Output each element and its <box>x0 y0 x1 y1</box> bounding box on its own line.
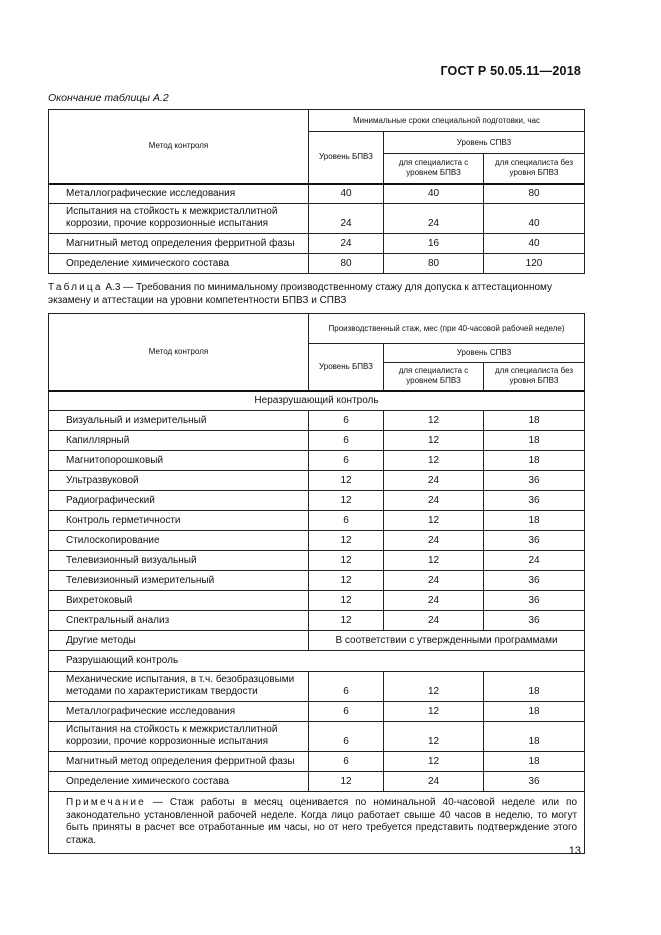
value-cell: 6 <box>309 722 384 752</box>
value-cell: 40 <box>309 184 384 204</box>
value-cell: 12 <box>384 451 484 471</box>
value-cell: 24 <box>384 471 484 491</box>
table-row <box>49 631 585 651</box>
table-a3 <box>48 313 585 854</box>
other-methods-value: В соответствии с утвержденными программами <box>309 631 585 651</box>
value-cell: 6 <box>309 431 384 451</box>
table-a2-header-group: Минимальные сроки специальной подготовки, час <box>309 110 585 132</box>
table-row <box>49 451 585 471</box>
table-row <box>49 772 585 792</box>
method-cell: Спектральный анализ <box>49 611 309 631</box>
value-cell: 36 <box>484 471 585 491</box>
value-cell: 80 <box>384 254 484 274</box>
value-cell: 12 <box>384 511 484 531</box>
table-row <box>49 591 585 611</box>
table-a3-header-spvz: Уровень СПВЗ <box>384 344 585 363</box>
method-cell: Ультразвуковой <box>49 471 309 491</box>
value-cell: 24 <box>384 491 484 511</box>
method-cell: Магнитопорошковый <box>49 451 309 471</box>
table-a2-header-spvz-without: для специалиста без уровня БПВЗ <box>484 154 585 184</box>
value-cell: 36 <box>484 491 585 511</box>
value-cell: 16 <box>384 234 484 254</box>
table-a3-header-group: Производственный стаж, мес (при 40-часовой рабочей неделе) <box>309 314 585 344</box>
value-cell: 6 <box>309 752 384 772</box>
table-row <box>49 702 585 722</box>
table-row <box>49 254 585 274</box>
value-cell: 6 <box>309 451 384 471</box>
value-cell: 24 <box>384 571 484 591</box>
table-a2-caption: Окончание таблицы А.2 <box>48 92 169 104</box>
value-cell: 24 <box>384 591 484 611</box>
table-a3-note <box>49 792 585 854</box>
table-row <box>49 184 585 204</box>
table-a3-header-spvz-with: для специалиста с уровнем БПВЗ <box>384 363 484 391</box>
table-row <box>49 411 585 431</box>
method-cell: Визуальный и измерительный <box>49 411 309 431</box>
table-row <box>49 722 585 752</box>
note-row <box>49 792 585 854</box>
table-a2-header-bpvz: Уровень БПВЗ <box>309 132 384 184</box>
value-cell: 12 <box>309 772 384 792</box>
value-cell: 36 <box>484 611 585 631</box>
value-cell: 12 <box>309 471 384 491</box>
table-row <box>49 471 585 491</box>
value-cell: 80 <box>484 184 585 204</box>
value-cell: 12 <box>309 491 384 511</box>
note-label: Примечание <box>66 797 146 808</box>
table-a2-header-spvz-with: для специалиста с уровнем БПВЗ <box>384 154 484 184</box>
table-a3-header-method: Метод контроля <box>49 314 309 391</box>
standard-designation: ГОСТ Р 50.05.11—2018 <box>440 64 581 78</box>
value-cell: 12 <box>384 722 484 752</box>
value-cell: 120 <box>484 254 585 274</box>
value-cell: 80 <box>309 254 384 274</box>
section-row <box>49 651 585 672</box>
section-row <box>49 391 585 411</box>
value-cell: 6 <box>309 411 384 431</box>
method-cell: Определение химического состава <box>49 254 309 274</box>
value-cell: 24 <box>309 234 384 254</box>
method-cell: Вихретоковый <box>49 591 309 611</box>
value-cell: 12 <box>309 591 384 611</box>
method-cell: Контроль герметичности <box>49 511 309 531</box>
value-cell: 40 <box>484 234 585 254</box>
value-cell: 12 <box>309 551 384 571</box>
value-cell: 12 <box>309 571 384 591</box>
value-cell: 40 <box>384 184 484 204</box>
method-cell: Металлографические исследования <box>49 184 309 204</box>
value-cell: 18 <box>484 411 585 431</box>
value-cell: 24 <box>309 204 384 234</box>
table-a3-header-bpvz: Уровень БПВЗ <box>309 344 384 391</box>
value-cell: 12 <box>384 702 484 722</box>
value-cell: 12 <box>384 551 484 571</box>
table-row <box>49 611 585 631</box>
value-cell: 24 <box>384 611 484 631</box>
table-a2-header-method: Метод контроля <box>49 110 309 184</box>
table-row <box>49 491 585 511</box>
method-cell: Испытания на стойкость к межкристаллитной коррозии, прочие коррозионные испытания <box>49 204 309 234</box>
table-a2 <box>48 109 585 274</box>
method-cell: Металлографические исследования <box>49 702 309 722</box>
value-cell: 36 <box>484 772 585 792</box>
value-cell: 36 <box>484 591 585 611</box>
value-cell: 12 <box>384 672 484 702</box>
method-cell: Определение химического состава <box>49 772 309 792</box>
value-cell: 18 <box>484 752 585 772</box>
table-row <box>49 204 585 234</box>
table-a3-caption <box>48 281 583 307</box>
table-row <box>49 571 585 591</box>
value-cell: 36 <box>484 571 585 591</box>
table-a3-caption-label: Таблица <box>48 282 103 293</box>
method-cell: Магнитный метод определения ферритной фазы <box>49 752 309 772</box>
value-cell: 24 <box>384 772 484 792</box>
value-cell: 6 <box>309 672 384 702</box>
table-row <box>49 752 585 772</box>
value-cell: 6 <box>309 511 384 531</box>
table-a2-header-spvz: Уровень СПВЗ <box>384 132 585 154</box>
table-a3-caption-text: А.3 — Требования по минимальному производственному стажу для допуска к аттестационному экзамену и аттестации на уровни компетентности БПВЗ и СПВЗ <box>48 282 553 306</box>
value-cell: 6 <box>309 702 384 722</box>
value-cell: 24 <box>384 204 484 234</box>
table-row <box>49 551 585 571</box>
table-a3-header-spvz-without: для специалиста без уровня БПВЗ <box>484 363 585 391</box>
value-cell: 12 <box>309 611 384 631</box>
section-dt-label: Разрушающий контроль <box>49 651 585 672</box>
value-cell: 12 <box>309 531 384 551</box>
method-cell: Стилоскопирование <box>49 531 309 551</box>
table-row <box>49 511 585 531</box>
value-cell: 24 <box>384 531 484 551</box>
table-row <box>49 431 585 451</box>
method-cell: Другие методы <box>49 631 309 651</box>
value-cell: 18 <box>484 672 585 702</box>
table-row <box>49 531 585 551</box>
table-row <box>49 672 585 702</box>
value-cell: 18 <box>484 702 585 722</box>
value-cell: 24 <box>484 551 585 571</box>
method-cell: Капиллярный <box>49 431 309 451</box>
method-cell: Магнитный метод определения ферритной фазы <box>49 234 309 254</box>
method-cell: Радиографический <box>49 491 309 511</box>
value-cell: 18 <box>484 451 585 471</box>
table-row <box>49 234 585 254</box>
page-number: 13 <box>568 845 581 857</box>
value-cell: 36 <box>484 531 585 551</box>
method-cell: Испытания на стойкость к межкристаллитной коррозии, прочие коррозионные испытания <box>49 722 309 752</box>
method-cell: Механические испытания, в т.ч. безобразцовыми методами по характеристикам твердости <box>49 672 309 702</box>
value-cell: 18 <box>484 722 585 752</box>
method-cell: Телевизионный визуальный <box>49 551 309 571</box>
value-cell: 40 <box>484 204 585 234</box>
method-cell: Телевизионный измерительный <box>49 571 309 591</box>
note-text: — Стаж работы в месяц оценивается по номинальной 40-часовой неделе или по законодательно установленной рабочей неделе. Когда лицо работает свыше 40 часов в неделю, то могут быть приняты в расчет все отработанные им часы, но от него требуется представить подтверждение этого стажа. <box>66 797 578 846</box>
value-cell: 18 <box>484 431 585 451</box>
value-cell: 12 <box>384 411 484 431</box>
section-ndt-label: Неразрушающий контроль <box>49 391 585 411</box>
value-cell: 18 <box>484 511 585 531</box>
value-cell: 12 <box>384 431 484 451</box>
value-cell: 12 <box>384 752 484 772</box>
